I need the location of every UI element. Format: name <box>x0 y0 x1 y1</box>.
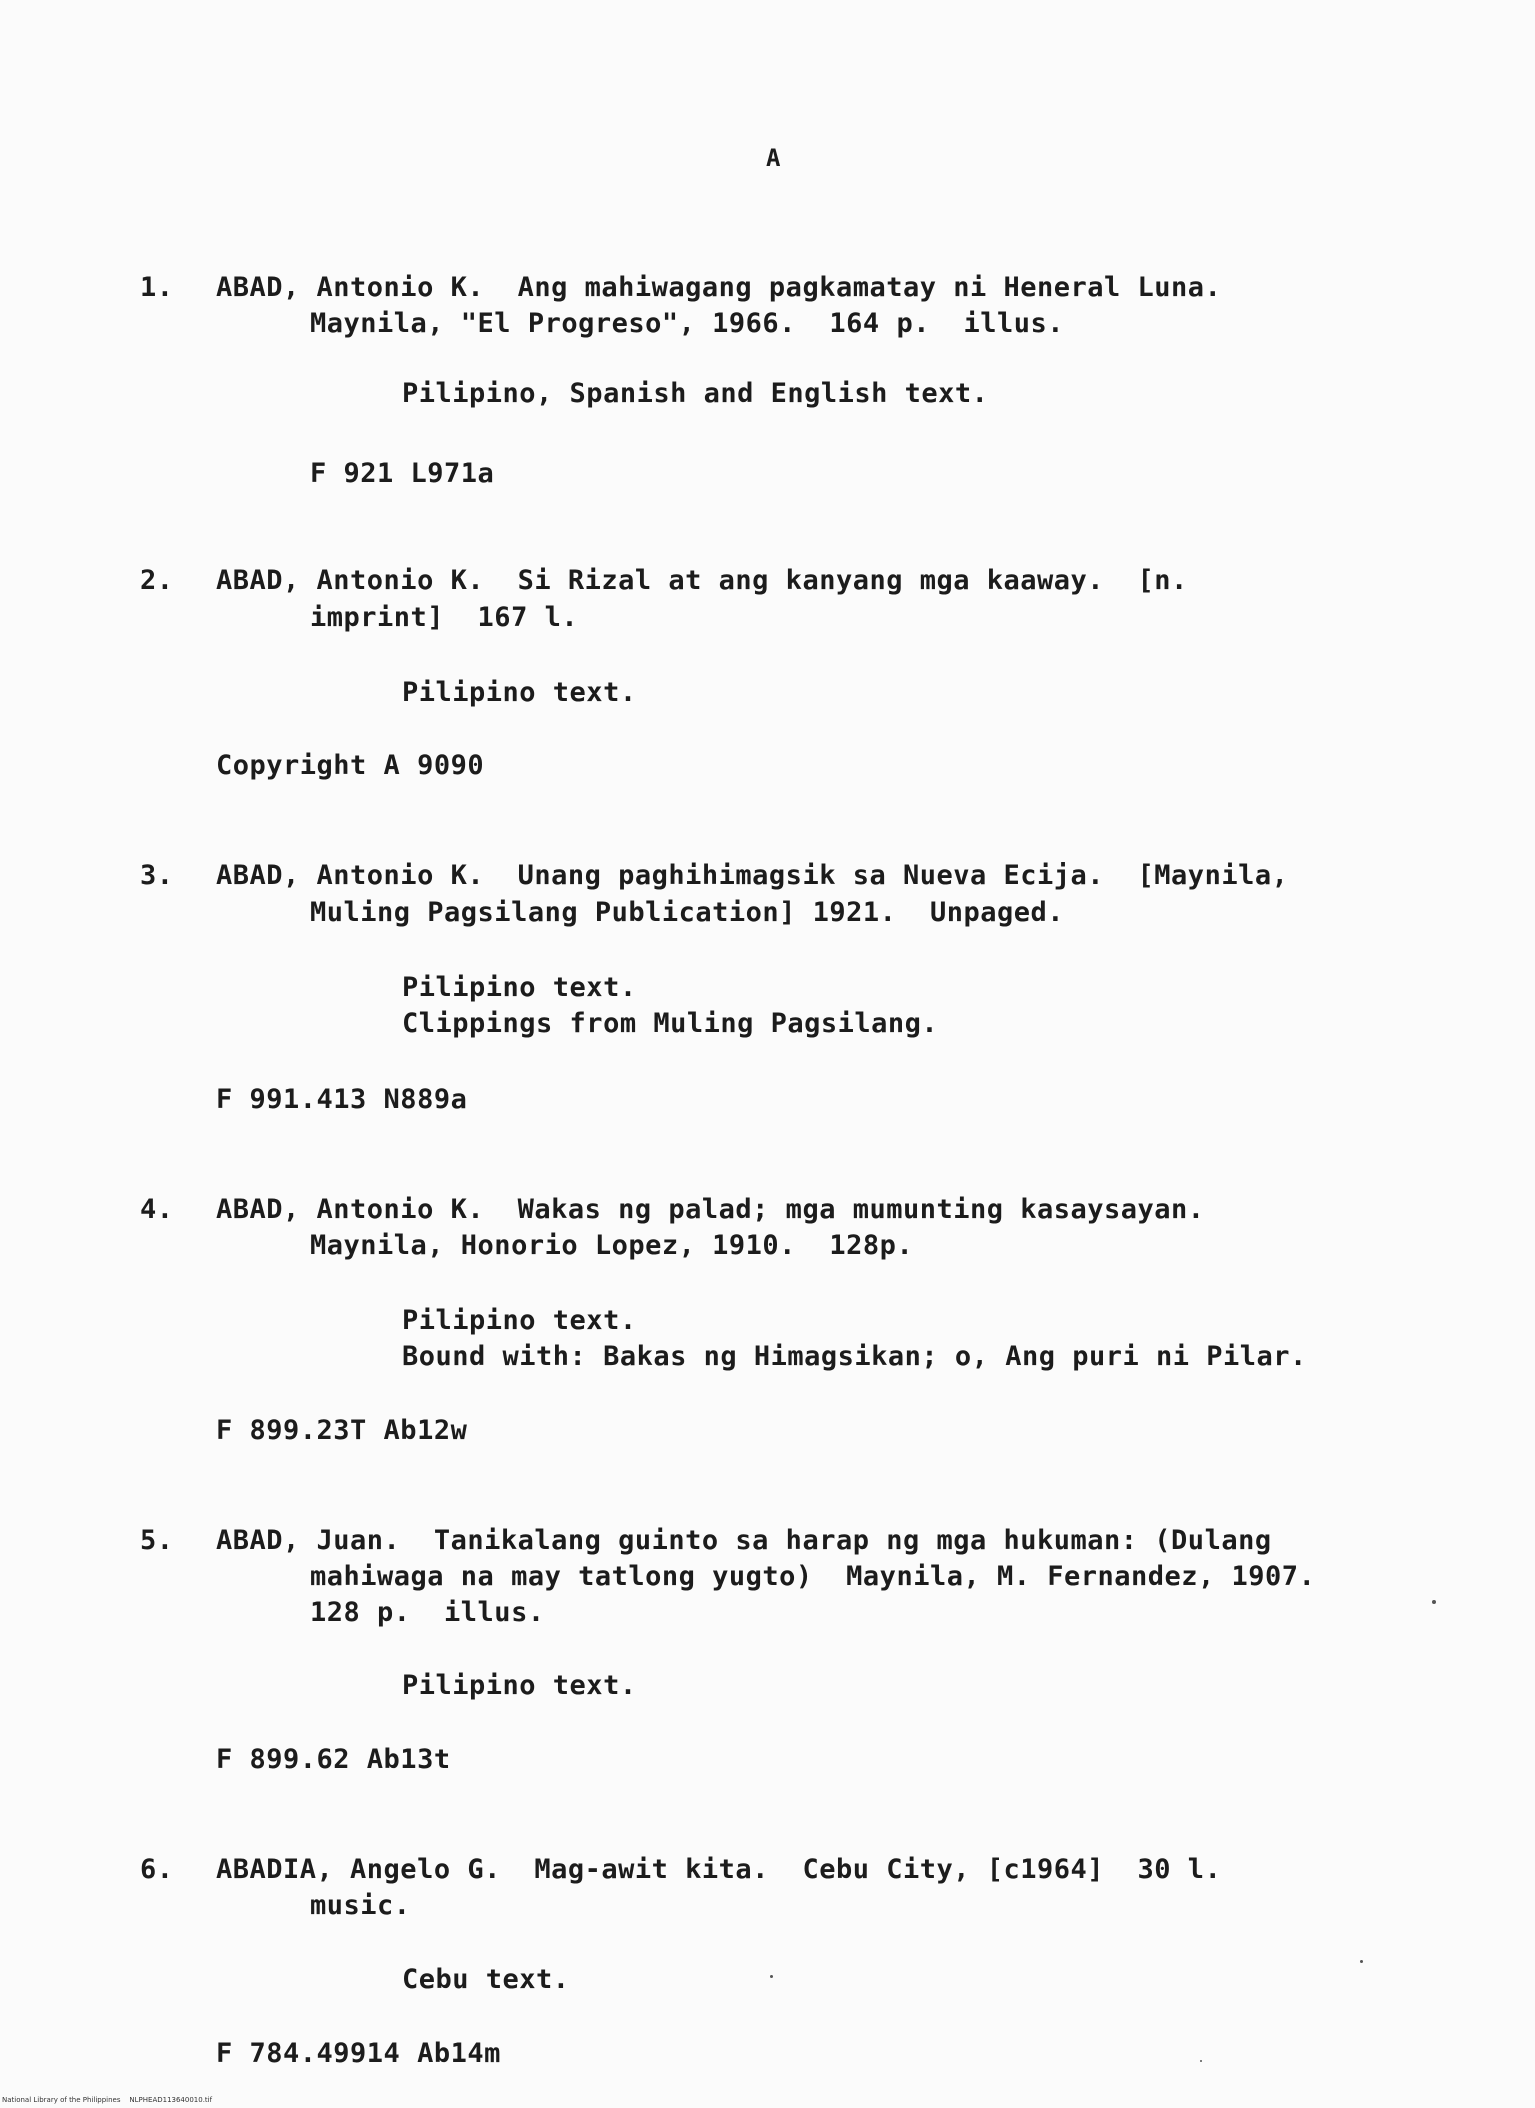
call-number: Copyright A 9090 <box>216 750 485 781</box>
call-number: F 784.49914 Ab14m <box>216 2038 501 2069</box>
entry-imprint: Muling Pagsilang Publication] 1921. Unpaged. <box>310 897 1064 928</box>
entry-number: 6. <box>140 1854 174 1885</box>
entry-number: 1. <box>140 272 174 303</box>
entry-number: 5. <box>140 1525 174 1556</box>
scan-footer: National Library of the Philippines NLPHEAD113640010.tif <box>2 2096 213 2104</box>
entry-imprint: imprint] 167 l. <box>310 602 579 633</box>
entry-imprint: Maynila, "El Progreso", 1966. 164 p. illus. <box>310 308 1064 339</box>
entry-heading: ABADIA, Angelo G. Mag-awit kita. Cebu City, [c1964] 30 l. <box>216 1854 1222 1885</box>
entry-number: 3. <box>140 860 174 891</box>
entry-note: Pilipino, Spanish and English text. <box>402 378 989 409</box>
entry-number: 2. <box>140 565 174 596</box>
entry-note: Clippings from Muling Pagsilang. <box>402 1008 939 1039</box>
entry-note: Pilipino text. <box>402 972 637 1003</box>
entry-imprint: music. <box>310 1890 411 1921</box>
scan-speck <box>1432 1600 1436 1604</box>
entry-note: Pilipino text. <box>402 1670 637 1701</box>
entry-note: Bound with: Bakas ng Himagsikan; o, Ang puri ni Pilar. <box>402 1341 1307 1372</box>
entry-note: Cebu text. <box>402 1964 570 1995</box>
page-marker: A <box>766 144 781 172</box>
entry-number: 4. <box>140 1194 174 1225</box>
entry-note: Pilipino text. <box>402 677 637 708</box>
entry-imprint: Maynila, Honorio Lopez, 1910. 128p. <box>310 1230 914 1261</box>
entry-heading: ABAD, Antonio K. Wakas ng palad; mga mumunting kasaysayan. <box>216 1194 1205 1225</box>
scan-speck <box>1360 1960 1363 1963</box>
entry-imprint-cont: 128 p. illus. <box>310 1597 545 1628</box>
entry-heading: ABAD, Antonio K. Unang paghihimagsik sa Nueva Ecija. [Maynila, <box>216 860 1289 891</box>
entry-heading: ABAD, Antonio K. Ang mahiwagang pagkamatay ni Heneral Luna. <box>216 272 1222 303</box>
call-number: F 899.23T Ab12w <box>216 1415 468 1446</box>
entry-heading: ABAD, Antonio K. Si Rizal at ang kanyang mga kaaway. [n. <box>216 565 1188 596</box>
call-number: F 991.413 N889a <box>216 1084 468 1115</box>
call-number: F 921 L971a <box>310 458 495 489</box>
entry-imprint: mahiwaga na may tatlong yugto) Maynila, M. Fernandez, 1907. <box>310 1561 1316 1592</box>
scan-speck <box>1200 2060 1202 2062</box>
entry-heading: ABAD, Juan. Tanikalang guinto sa harap ng mga hukuman: (Dulang <box>216 1525 1272 1556</box>
scan-speck <box>770 1975 773 1978</box>
call-number: F 899.62 Ab13t <box>216 1744 451 1775</box>
entry-note: Pilipino text. <box>402 1305 637 1336</box>
